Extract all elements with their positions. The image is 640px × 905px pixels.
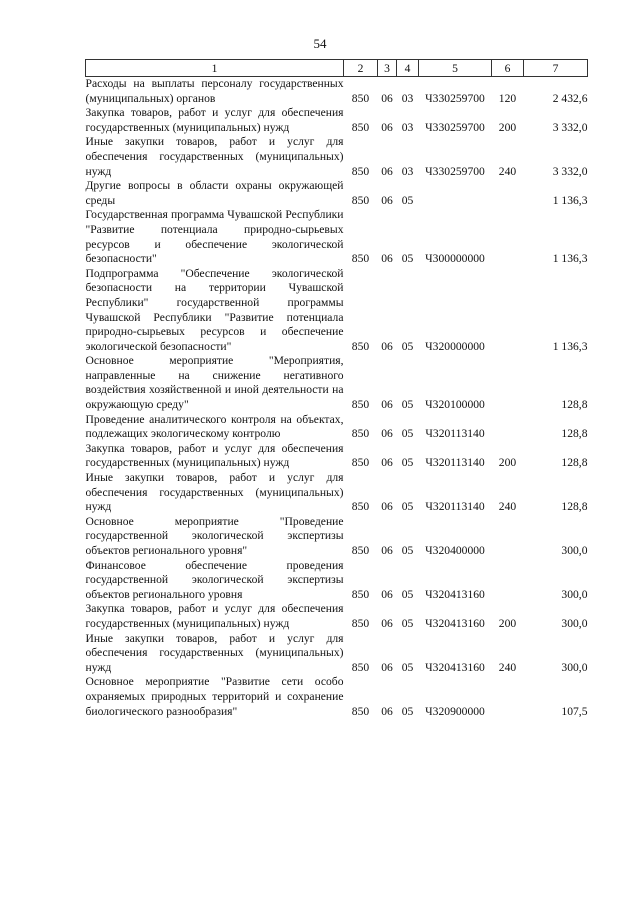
row-administrator: 850 xyxy=(351,456,370,470)
row-expense-type: 200 xyxy=(498,456,517,470)
row-administrator: 850 xyxy=(351,164,370,178)
row-description: Проведение аналитического контроля на объектах, подлежащих экологическому контролю xyxy=(85,412,344,441)
row-subsection: 05 xyxy=(401,500,414,514)
row-administrator: 850 xyxy=(351,544,370,557)
table-row xyxy=(86,208,588,266)
table-row xyxy=(86,354,588,412)
row-sum: 107,5 xyxy=(561,704,588,718)
table-row xyxy=(86,413,588,442)
row-administrator: 850 xyxy=(351,339,370,353)
row-sum: 3 332,0 xyxy=(552,164,588,178)
row-target-code: Ч320113140 xyxy=(425,500,485,514)
row-section: 06 xyxy=(381,544,393,557)
row-expense-type xyxy=(492,208,524,266)
row-description: Иные закупки товаров, работ и услуг для обеспечения государственных (муниципальных) нужд xyxy=(85,471,344,514)
row-sum: 300,0 xyxy=(561,660,588,674)
header-sum: 7 xyxy=(524,60,588,77)
row-subsection: 05 xyxy=(401,339,414,353)
table-row xyxy=(86,471,588,515)
row-description: Закупка товаров, работ и услуг для обеспечения государственных (муниципальных) нужд xyxy=(85,441,344,470)
row-expense-type xyxy=(492,515,524,559)
row-target-code: Ч320100000 xyxy=(425,398,485,412)
row-target-code: Ч320113140 xyxy=(425,427,485,441)
row-target-code: Ч330259700 xyxy=(425,91,485,105)
row-sum: 300,0 xyxy=(561,544,588,557)
row-section: 06 xyxy=(381,587,393,601)
header-target-code: 5 xyxy=(419,60,492,77)
row-description: Подпрограмма "Обеспечение экологической безопасности на территории Чувашской Республики" государственной программы Чувашской Республики "Развитие потенциала природно-сырьевых ресурсов и обеспечение экологической безопасности" xyxy=(85,266,344,353)
row-expense-type xyxy=(492,675,524,719)
row-target-code: Ч320413160 xyxy=(425,587,485,601)
row-expense-type: 120 xyxy=(498,91,517,105)
row-section: 06 xyxy=(381,339,393,353)
row-description: Расходы на выплаты персоналу государственных (муниципальных) органов xyxy=(85,77,344,105)
row-section: 06 xyxy=(381,164,393,178)
row-administrator: 850 xyxy=(351,91,370,105)
row-sum: 128,8 xyxy=(561,500,588,514)
row-section: 06 xyxy=(381,704,393,718)
row-section: 06 xyxy=(381,616,393,630)
row-target-code: Ч330259700 xyxy=(425,164,485,178)
row-subsection: 05 xyxy=(401,544,414,557)
table-row xyxy=(86,135,588,179)
row-sum: 300,0 xyxy=(561,587,588,601)
row-sum: 1 136,3 xyxy=(552,193,588,207)
row-expense-type xyxy=(492,354,524,412)
row-subsection: 05 xyxy=(401,252,414,266)
row-description: Государственная программа Чувашской Республики "Развитие потенциала природно-сырьевых ресурсов и обеспечение экологической безопасности" xyxy=(85,208,344,266)
row-sum: 2 432,6 xyxy=(552,91,588,105)
row-administrator: 850 xyxy=(351,193,370,207)
row-section: 06 xyxy=(381,500,393,514)
row-section: 06 xyxy=(381,456,393,470)
row-section: 06 xyxy=(381,91,393,105)
row-subsection: 05 xyxy=(401,704,414,718)
row-target-code: Ч320113140 xyxy=(425,456,485,470)
row-expense-type: 200 xyxy=(498,616,517,630)
row-expense-type xyxy=(492,559,524,603)
row-subsection: 05 xyxy=(401,587,414,601)
row-sum: 128,8 xyxy=(561,427,588,441)
row-expense-type xyxy=(492,179,524,208)
row-sum: 3 332,0 xyxy=(552,120,588,134)
row-expense-type: 240 xyxy=(498,164,517,178)
row-section: 06 xyxy=(381,193,393,207)
row-description: Закупка товаров, работ и услуг для обеспечения государственных (муниципальных) нужд xyxy=(85,602,344,630)
table-body xyxy=(86,77,588,720)
row-administrator: 850 xyxy=(351,660,370,674)
row-description: Иные закупки товаров, работ и услуг для обеспечения государственных (муниципальных) нужд xyxy=(85,135,344,178)
table-row xyxy=(86,442,588,471)
table-row xyxy=(86,559,588,603)
row-description: Другие вопросы в области охраны окружающей среды xyxy=(85,179,344,207)
row-administrator: 850 xyxy=(351,587,370,601)
header-expense-type: 6 xyxy=(492,60,524,77)
row-description: Основное мероприятие "Проведение государственной экологической экспертизы объектов регионального уровня" xyxy=(85,514,344,557)
row-sum: 1 136,3 xyxy=(552,339,588,353)
page-number: 54 xyxy=(313,36,327,51)
row-administrator: 850 xyxy=(351,616,370,630)
row-description: Закупка товаров, работ и услуг для обеспечения государственных (муниципальных) нужд xyxy=(85,106,344,134)
row-target-code: Ч300000000 xyxy=(425,252,485,266)
row-section: 06 xyxy=(381,660,393,674)
row-description: Финансовое обеспечение проведения государственной экологической экспертизы объектов регионального уровня xyxy=(85,558,344,601)
table-header-row xyxy=(86,60,588,77)
row-expense-type: 200 xyxy=(498,120,517,134)
row-administrator: 850 xyxy=(351,704,370,718)
table-row xyxy=(86,106,588,135)
header-administrator: 2 xyxy=(344,60,378,77)
row-section: 06 xyxy=(381,252,393,266)
row-target-code: Ч320400000 xyxy=(425,544,485,557)
row-subsection: 05 xyxy=(401,193,414,207)
row-administrator: 850 xyxy=(351,120,370,134)
row-target-code: Ч330259700 xyxy=(425,120,485,134)
table-row xyxy=(86,267,588,355)
row-description: Основное мероприятие "Мероприятия, направленные на снижение негативного воздействия хозяйственной и иной деятельности на окружающую среду" xyxy=(85,354,344,412)
header-subsection: 4 xyxy=(397,60,419,77)
row-description: Иные закупки товаров, работ и услуг для обеспечения государственных (муниципальных) нужд xyxy=(85,631,344,674)
header-description: 1 xyxy=(86,60,344,77)
row-section: 06 xyxy=(381,427,393,441)
row-administrator: 850 xyxy=(351,398,370,412)
table-row xyxy=(86,632,588,676)
row-expense-type xyxy=(492,267,524,355)
row-target-code xyxy=(419,179,492,208)
row-subsection: 05 xyxy=(401,456,414,470)
row-subsection: 05 xyxy=(401,398,414,412)
row-expense-type: 240 xyxy=(498,660,517,674)
row-sum: 128,8 xyxy=(561,456,588,470)
table-row xyxy=(86,602,588,631)
table-row xyxy=(86,675,588,719)
table-row xyxy=(86,515,588,559)
row-subsection: 03 xyxy=(401,120,414,134)
row-sum: 128,8 xyxy=(561,398,588,412)
row-section: 06 xyxy=(381,398,393,412)
row-subsection: 03 xyxy=(401,164,414,178)
row-subsection: 03 xyxy=(401,91,414,105)
row-target-code: Ч320413160 xyxy=(425,660,485,674)
row-administrator: 850 xyxy=(351,252,370,266)
row-administrator: 850 xyxy=(351,427,370,441)
budget-table xyxy=(85,59,588,719)
row-section: 06 xyxy=(381,120,393,134)
row-target-code: Ч320900000 xyxy=(425,704,485,718)
row-subsection: 05 xyxy=(401,616,414,630)
row-target-code: Ч320413160 xyxy=(425,616,485,630)
row-subsection: 05 xyxy=(401,660,414,674)
row-description: Основное мероприятие "Развитие сети особо охраняемых природных территорий и сохранение биологического разнообразия" xyxy=(85,675,344,718)
row-expense-type: 240 xyxy=(498,500,517,514)
row-sum: 1 136,3 xyxy=(552,252,588,266)
table-row xyxy=(86,77,588,107)
row-expense-type xyxy=(492,413,524,442)
row-subsection: 05 xyxy=(401,427,414,441)
header-section: 3 xyxy=(378,60,397,77)
table-row xyxy=(86,179,588,208)
row-sum: 300,0 xyxy=(561,616,588,630)
row-target-code: Ч320000000 xyxy=(425,339,485,353)
row-administrator: 850 xyxy=(351,500,370,514)
